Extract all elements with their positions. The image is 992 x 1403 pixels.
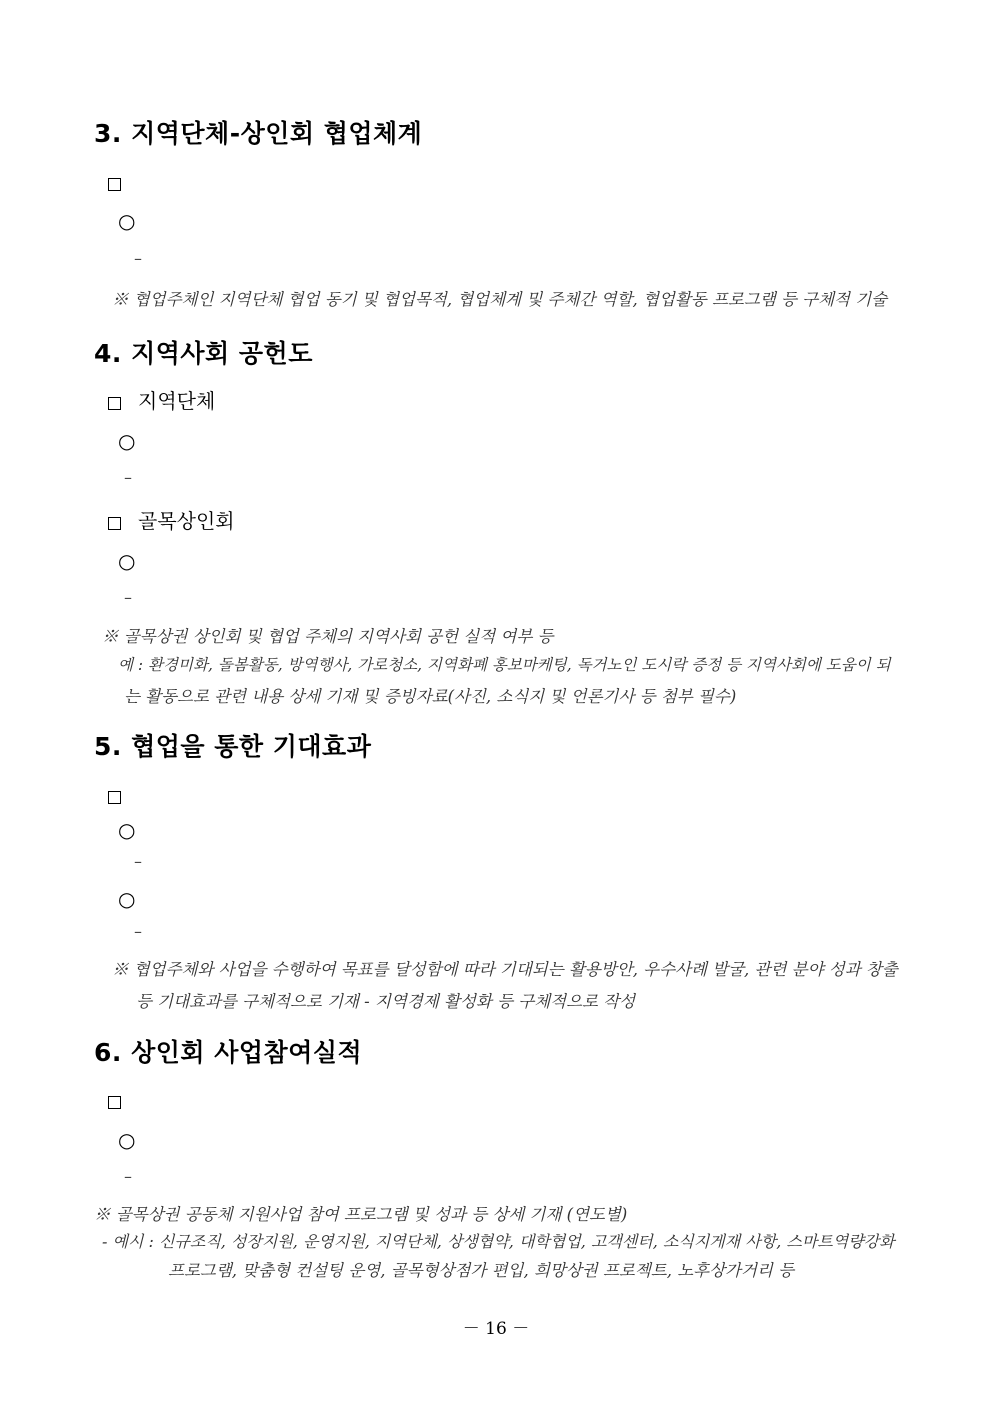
checkbox-square-icon <box>108 785 121 809</box>
section-4-note-line-1: ※ 골목상권 상인회 및 협업 주체의 지역사회 공헌 실적 여부 등 <box>102 627 554 646</box>
checkbox-square-icon <box>108 1090 121 1114</box>
bullet-circle-icon: ○ <box>118 549 136 573</box>
section-4-heading: 4. 지역사회 공헌도 <box>94 339 313 368</box>
sub-dash: – <box>124 468 132 487</box>
checkbox-square-icon <box>108 172 121 196</box>
section-5-note-line-2: 등 기대효과를 구체적으로 기재 - 지역경제 활성화 등 구체적으로 작성 <box>136 992 636 1011</box>
section-4-note-line-3: 는 활동으로 관련 내용 상세 기재 및 증빙자료(사진, 소식지 및 언론기사 등 첨부 필수) <box>124 687 737 706</box>
sub-dash: – <box>134 852 142 871</box>
section-3-note: ※ 협업주체인 지역단체 협업 동기 및 협업목적, 협업체계 및 주체간 역할, 협업활동 프로그램 등 구체적 기술 <box>112 290 888 309</box>
section-3-heading: 3. 지역단체-상인회 협업체계 <box>94 119 423 148</box>
sub-dash: – <box>124 1167 132 1186</box>
section-6-note-line-3: 프로그램, 맞춤형 컨설팅 운영, 골목형상점가 편입, 희망상권 프로젝트, 노후상가거리 등 <box>168 1261 795 1280</box>
section-6-note-line-1: ※ 골목상권 공동체 지원사업 참여 프로그램 및 성과 등 상세 기재 (연도별) <box>94 1205 628 1224</box>
section-5-heading: 5. 협업을 통한 기대효과 <box>94 732 372 761</box>
section-6-heading: 6. 상인회 사업참여실적 <box>94 1038 363 1067</box>
section-4-note-line-2: 예 : 환경미화, 돌봄활동, 방역행사, 가로청소, 지역화폐 홍보마케팅, 독거노인 도시락 증정 등 지역사회에 도움이 되 <box>118 656 891 674</box>
sub-dash: – <box>134 249 142 268</box>
sub-dash: – <box>124 588 132 607</box>
bullet-circle-icon: ○ <box>118 818 136 842</box>
section-5-note-line-1: ※ 협업주체와 사업을 수행하여 목표를 달성함에 따라 기대되는 활용방안, 우수사례 발굴, 관련 분야 성과 창출 <box>112 960 898 979</box>
item-local-group-label: 지역단체 <box>138 389 216 413</box>
page-number: － 16 － <box>462 1319 530 1339</box>
item-merchant-assoc-label: 골목상인회 <box>138 509 235 533</box>
checkbox-square-icon <box>108 391 121 415</box>
bullet-circle-icon: ○ <box>118 1128 136 1152</box>
sub-dash: – <box>134 922 142 941</box>
checkbox-square-icon <box>108 511 121 535</box>
bullet-circle-icon: ○ <box>118 429 136 453</box>
bullet-circle-icon: ○ <box>118 887 136 911</box>
bullet-circle-icon: ○ <box>118 209 136 233</box>
section-6-note-line-2: - 예시 : 신규조직, 성장지원, 운영지원, 지역단체, 상생협약, 대학협업, 고객센터, 소식지게재 사항, 스마트역량강화 <box>102 1232 895 1251</box>
